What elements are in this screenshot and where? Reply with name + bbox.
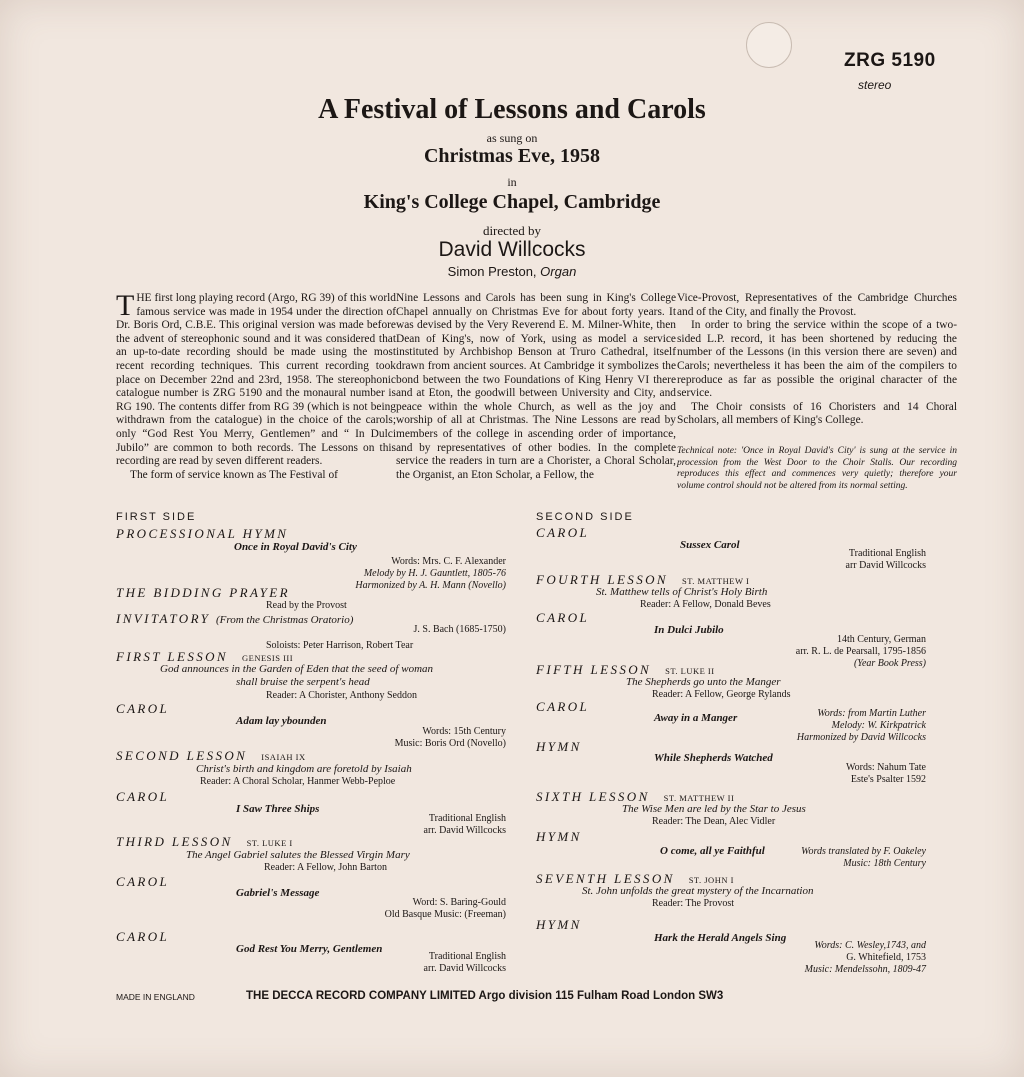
hymn-music: Music: Mendelssohn, 1809-47 (804, 964, 926, 975)
carol-title: In Dulci Jubilo (654, 624, 724, 636)
sixth-lesson-reader: Reader: The Dean, Alec Vidler (652, 816, 776, 827)
carol-arranger: arr. David Willcocks (423, 825, 506, 836)
invitatory-source: (From the Christmas Oratorio) (215, 614, 354, 626)
carol-heading: CAROL (116, 929, 170, 944)
first-lesson-desc: shall bruise the serpent's head (236, 676, 370, 688)
drop-cap: T (116, 289, 135, 322)
second-side-label: SECOND SIDE (536, 511, 634, 523)
carol-arranger: arr. David Willcocks (423, 963, 506, 974)
second-lesson-label: SECOND LESSON (116, 748, 248, 763)
punch-hole (746, 22, 792, 68)
notes-paragraph: In order to bring the service within the scope of a two-sided L.P. record, it has been shortened by reducing the number of the Lessons (in this version there are seven) and Carols; nevertheless it has been the aim of the compilers to reproduce as far as possible the original character of the service. (677, 319, 957, 400)
carol-publisher: (Year Book Press) (853, 658, 926, 669)
carol-heading: CAROL (536, 610, 590, 625)
organist-name: Simon Preston, (447, 264, 537, 279)
technical-note: Technical note: 'Once in Royal David's City' is sung at the service in procession from the West Door to the Choir Stalls. Our recording reproduces this effect and commences very quietly; therefore your volume control should not be altered from its normal setting. (677, 445, 957, 491)
fifth-lesson-label: FIFTH LESSON (536, 662, 652, 677)
carol-words: Words: from Martin Luther (817, 708, 926, 719)
carol-title: Away in a Manger (654, 712, 738, 724)
seventh-lesson-label: SEVENTH LESSON (536, 871, 675, 886)
bidding-reader: Read by the Provost (266, 600, 347, 611)
carol-heading: CAROL (116, 874, 170, 889)
director-name: David Willcocks (438, 238, 586, 261)
album-title: A Festival of Lessons and Carols (318, 94, 706, 125)
processional-words: Words: Mrs. C. F. Alexander (391, 556, 506, 567)
venue: King's College Chapel, Cambridge (363, 191, 661, 213)
carol-traditional: Traditional English (848, 548, 926, 559)
carol-arranger: arr. R. L. de Pearsall, 1795-1856 (795, 646, 926, 657)
third-lesson-heading (116, 835, 293, 850)
hymn-words: Words: C. Wesley,1743, and (814, 940, 926, 951)
hymn-title: O come, all ye Faithful (660, 845, 765, 857)
carol-origin: 14th Century, German (836, 634, 926, 645)
hymn-title: While Shepherds Watched (654, 752, 773, 764)
processional-harmonization: Harmonized by A. H. Mann (Novello) (355, 580, 506, 591)
hymn-heading: HYMN (536, 917, 582, 932)
notes-paragraph: Nine Lessons and Carols has been sung in King's College Chapel annually on Christmas Eve for about forty years. It was devised by the Very Reverend E. M. Milner-White, then Dean of King's, now of York, using as model a service instituted by Archbishop Benson at Truro Cathedral, itself drawn from ancient sources. At Cambridge it symbolizes the bond between the two Foundations of King Henry VI there and at Eton, the goodwill between University and City, and peace within the whole Church, as well as the joy and worship of all at Christmas. The Nine Lessons are read by members of the college in ascending order of importance, and by representatives of other bodies. In the complete service the readers in turn are a Chorister, a Choral Scholar, the Organist, an Eton Scholar, a Fellow, the (396, 292, 676, 481)
first-lesson-reader: Reader: A Chorister, Anthony Seddon (266, 690, 417, 701)
invitatory-composer: J. S. Bach (1685-1750) (413, 624, 506, 635)
performance-date: Christmas Eve, 1958 (423, 145, 601, 167)
first-lesson-desc: God announces in the Garden of Eden that the seed of woman (160, 663, 434, 675)
notes-paragraph: The Choir consists of 16 Choristers and 14 Choral Scholars, all members of King's College. (677, 400, 957, 427)
hymn-heading: HYMN (536, 829, 582, 844)
carol-heading: CAROL (116, 789, 170, 804)
seventh-lesson-desc: St. John unfolds the great mystery of the Incarnation (582, 885, 814, 897)
sixth-lesson-label: SIXTH LESSON (536, 789, 650, 804)
directed-by: directed by (482, 223, 542, 238)
carol-title: I Saw Three Ships (236, 803, 320, 815)
processional-hymn-heading: PROCESSIONAL HYMN (116, 526, 289, 541)
carol-heading: CAROL (536, 525, 590, 540)
fourth-lesson-desc: St. Matthew tells of Christ's Holy Birth (596, 586, 768, 598)
hymn-words: Words translated by F. Oakeley (801, 846, 926, 857)
notes-column-1 (116, 289, 396, 482)
carol-words: Words: 15th Century (422, 726, 506, 737)
organist (0, 264, 1024, 279)
hymn-heading: HYMN (536, 739, 582, 754)
sixth-lesson-ref: ST. MATTHEW II (663, 793, 735, 803)
bidding-prayer-heading: THE BIDDING PRAYER (116, 585, 290, 600)
second-lesson-reader: Reader: A Choral Scholar, Hanmer Webb-Peploe (200, 776, 396, 787)
first-lesson-ref: GENESIS III (242, 653, 294, 663)
third-lesson-reader: Reader: A Fellow, John Barton (264, 862, 387, 873)
notes-column-2 (396, 292, 676, 482)
carol-title: God Rest You Merry, Gentlemen (236, 943, 383, 955)
fifth-lesson-desc: The Shepherds go unto the Manger (626, 676, 781, 688)
carol-melody: Melody: W. Kirkpatrick (831, 720, 926, 731)
company-address: THE DECCA RECORD COMPANY LIMITED Argo division 115 Fulham Road London SW3 (246, 990, 724, 1002)
fifth-lesson-ref: ST. LUKE II (665, 666, 715, 676)
carol-music: Music: Boris Ord (Novello) (394, 738, 506, 749)
hymn-psalter: Este's Psalter 1592 (850, 774, 926, 785)
fourth-lesson-label: FOURTH LESSON (536, 572, 668, 587)
notes-column-3 (677, 292, 957, 492)
stereo-label: stereo (858, 78, 892, 92)
carol-heading: CAROL (536, 699, 590, 714)
carol-title: Gabriel's Message (236, 887, 320, 899)
organ-role: Organ (540, 264, 577, 279)
seventh-lesson-ref: ST. JOHN I (688, 875, 734, 885)
fourth-lesson-reader: Reader: A Fellow, Donald Beves (640, 599, 771, 610)
carol-harmonization: Harmonized by David Willcocks (796, 732, 926, 743)
hymn-words: Words: Nahum Tate (846, 762, 926, 773)
carol-title: Adam lay ybounden (236, 715, 327, 727)
second-lesson-desc: Christ's birth and kingdom are foretold by Isaiah (196, 763, 412, 775)
made-in-england: MADE IN ENGLAND (116, 992, 195, 1002)
second-lesson-ref: ISAIAH IX (261, 752, 306, 762)
processional-title: Once in Royal David's City (234, 541, 357, 553)
third-lesson-label: THIRD LESSON (116, 834, 233, 849)
notes-paragraph: Vice-Provost, Representatives of the Cambridge Churches and of the City, and finally the Provost. (677, 292, 957, 318)
in-label: in (507, 175, 517, 189)
notes-paragraph: HE first long playing record (Argo, RG 39) of this world famous service was made in 1954 under the direction of Dr. Boris Ord, C.B.E. This original version was made before the advent of stereophonic sound and it was considered that an up-to-date recording should be made using the most recent recording techniques. This current recording took place on December 22nd and 23rd, 1958. The stereophonic catalogue number is ZRG 5190 and the monaural number is RG 190. The contents differ from RG 39 (which is not being withdrawn from the catalogue) in the choice of the carols; only “God Rest You Merry, Gentlemen” and “ In Dulci Jubilo” are common to both records. The Lessons on this recording are read by seven different readers. (116, 292, 396, 468)
processional-melody: Melody by H. J. Gauntlett, 1805-76 (363, 568, 506, 579)
carol-music: Old Basque Music: (Freeman) (384, 909, 506, 920)
second-lesson-heading (116, 749, 306, 764)
carol-traditional: Traditional English (428, 951, 506, 962)
hymn-music: Music: 18th Century (843, 858, 926, 869)
fourth-lesson-ref: ST. MATTHEW I (681, 576, 750, 586)
fifth-lesson-reader: Reader: A Fellow, George Rylands (652, 689, 791, 700)
hymn-words-whitefield: G. Whitefield, 1753 (846, 952, 926, 963)
carol-traditional: Traditional English (428, 813, 506, 824)
hymn-title: Hark the Herald Angels Sing (654, 932, 787, 944)
carol-arranger: arr David Willcocks (845, 560, 926, 571)
carol-title: Sussex Carol (680, 539, 740, 551)
invitatory-soloists: Soloists: Peter Harrison, Robert Tear (266, 640, 414, 651)
third-lesson-ref: ST. LUKE I (246, 838, 293, 848)
notes-paragraph: The form of service known as The Festival of (130, 468, 338, 481)
as-sung-on: as sung on (486, 131, 538, 145)
invitatory-label: INVITATORY (116, 611, 211, 626)
first-lesson-label: FIRST LESSON (116, 649, 228, 664)
carol-heading: CAROL (116, 701, 170, 716)
carol-words: Word: S. Baring-Gould (412, 897, 506, 908)
seventh-lesson-reader: Reader: The Provost (652, 898, 735, 909)
sixth-lesson-desc: The Wise Men are led by the Star to Jesus (622, 803, 806, 815)
first-side-label: FIRST SIDE (116, 511, 197, 523)
third-lesson-desc: The Angel Gabriel salutes the Blessed Virgin Mary (186, 849, 410, 861)
catalogue-number: ZRG 5190 (844, 50, 936, 71)
